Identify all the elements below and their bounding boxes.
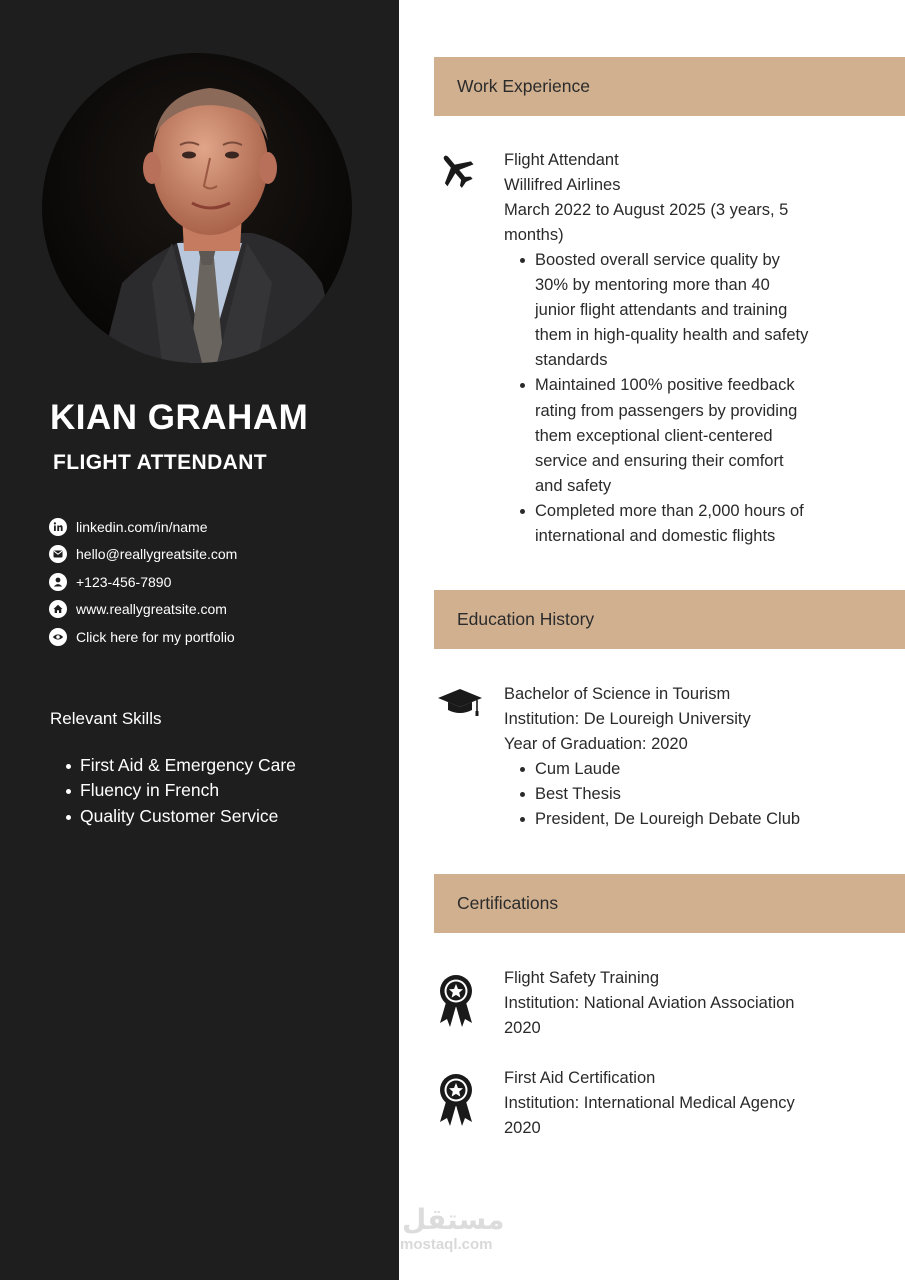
watermark-url: mostaql.com [400,1236,493,1253]
contact-list [49,513,237,651]
contact-phone[interactable] [49,568,237,596]
education-degree: Bachelor of Science in Tourism [504,685,731,703]
education-honors [535,757,800,832]
achievement-line: international and domestic flights [535,527,776,546]
honor-item: President, De Loureigh Debate Club [535,807,800,832]
watermark-arabic: مستقل [402,1203,505,1236]
skill-item: Quality Customer Service [80,804,296,829]
cert-year: 2020 [504,1119,541,1137]
work-experience-heading: Work Experience [434,57,905,116]
achievement-line: service and ensuring their comfort [535,451,784,470]
honor-item: Cum Laude [535,757,800,782]
skill-item: Fluency in French [80,778,296,803]
contact-text: +123-456-7890 [76,573,172,590]
graduation-cap-icon [437,686,483,720]
contact-text: Click here for my portfolio [76,628,235,645]
award-ribbon-icon [437,973,475,1029]
job-title: FLIGHT ATTENDANT [53,451,268,474]
cert-name: Flight Safety Training [504,969,659,987]
achievement-line: them in high-quality health and safety [535,326,809,345]
work-achievements [535,248,808,549]
airplane-icon [436,150,476,190]
candidate-name: KIAN GRAHAM [50,398,309,437]
sidebar [0,0,399,1280]
work-dates-cont: months) [504,226,564,244]
achievement-line: standards [535,351,608,370]
award-ribbon-icon [437,1072,475,1128]
work-role: Flight Attendant [504,151,619,169]
certifications-heading: Certifications [434,874,905,933]
honor-item: Best Thesis [535,782,800,807]
achievement-line: rating from passengers by providing [535,401,798,420]
profile-photo [42,53,352,363]
achievement-item: Completed more than 2,000 hours of [535,499,808,524]
contact-email[interactable] [49,541,237,569]
education-year: Year of Graduation: 2020 [504,735,688,753]
work-dates: March 2022 to August 2025 (3 years, 5 [504,201,789,219]
email-icon [49,545,67,563]
contact-portfolio[interactable] [49,623,237,651]
skills-heading: Relevant Skills [50,709,162,728]
work-company: Willifred Airlines [504,176,621,194]
linkedin-icon [49,518,67,536]
contact-website[interactable] [49,596,237,624]
phone-icon [49,573,67,591]
achievement-item: Maintained 100% positive feedback [535,373,808,398]
skills-list [80,753,296,829]
skill-item: First Aid & Emergency Care [80,753,296,778]
cert-institution: Institution: National Aviation Association [504,994,795,1012]
eye-icon [49,628,67,646]
education-institution: Institution: De Loureigh University [504,710,751,728]
cert-year: 2020 [504,1019,541,1037]
achievement-line: and safety [535,476,612,495]
home-icon [49,600,67,618]
achievement-line: 30% by mentoring more than 40 [535,276,770,295]
contact-text: hello@reallygreatsite.com [76,546,238,563]
achievement-line: junior flight attendants and training [535,301,788,320]
education-heading: Education History [434,590,905,649]
achievement-item: Boosted overall service quality by [535,248,808,273]
contact-linkedin[interactable] [49,513,237,541]
contact-text: linkedin.com/in/name [76,518,208,535]
cert-institution: Institution: International Medical Agency [504,1094,795,1112]
contact-text: www.reallygreatsite.com [76,601,227,618]
achievement-line: them exceptional client-centered [535,426,773,445]
cert-name: First Aid Certification [504,1069,656,1087]
